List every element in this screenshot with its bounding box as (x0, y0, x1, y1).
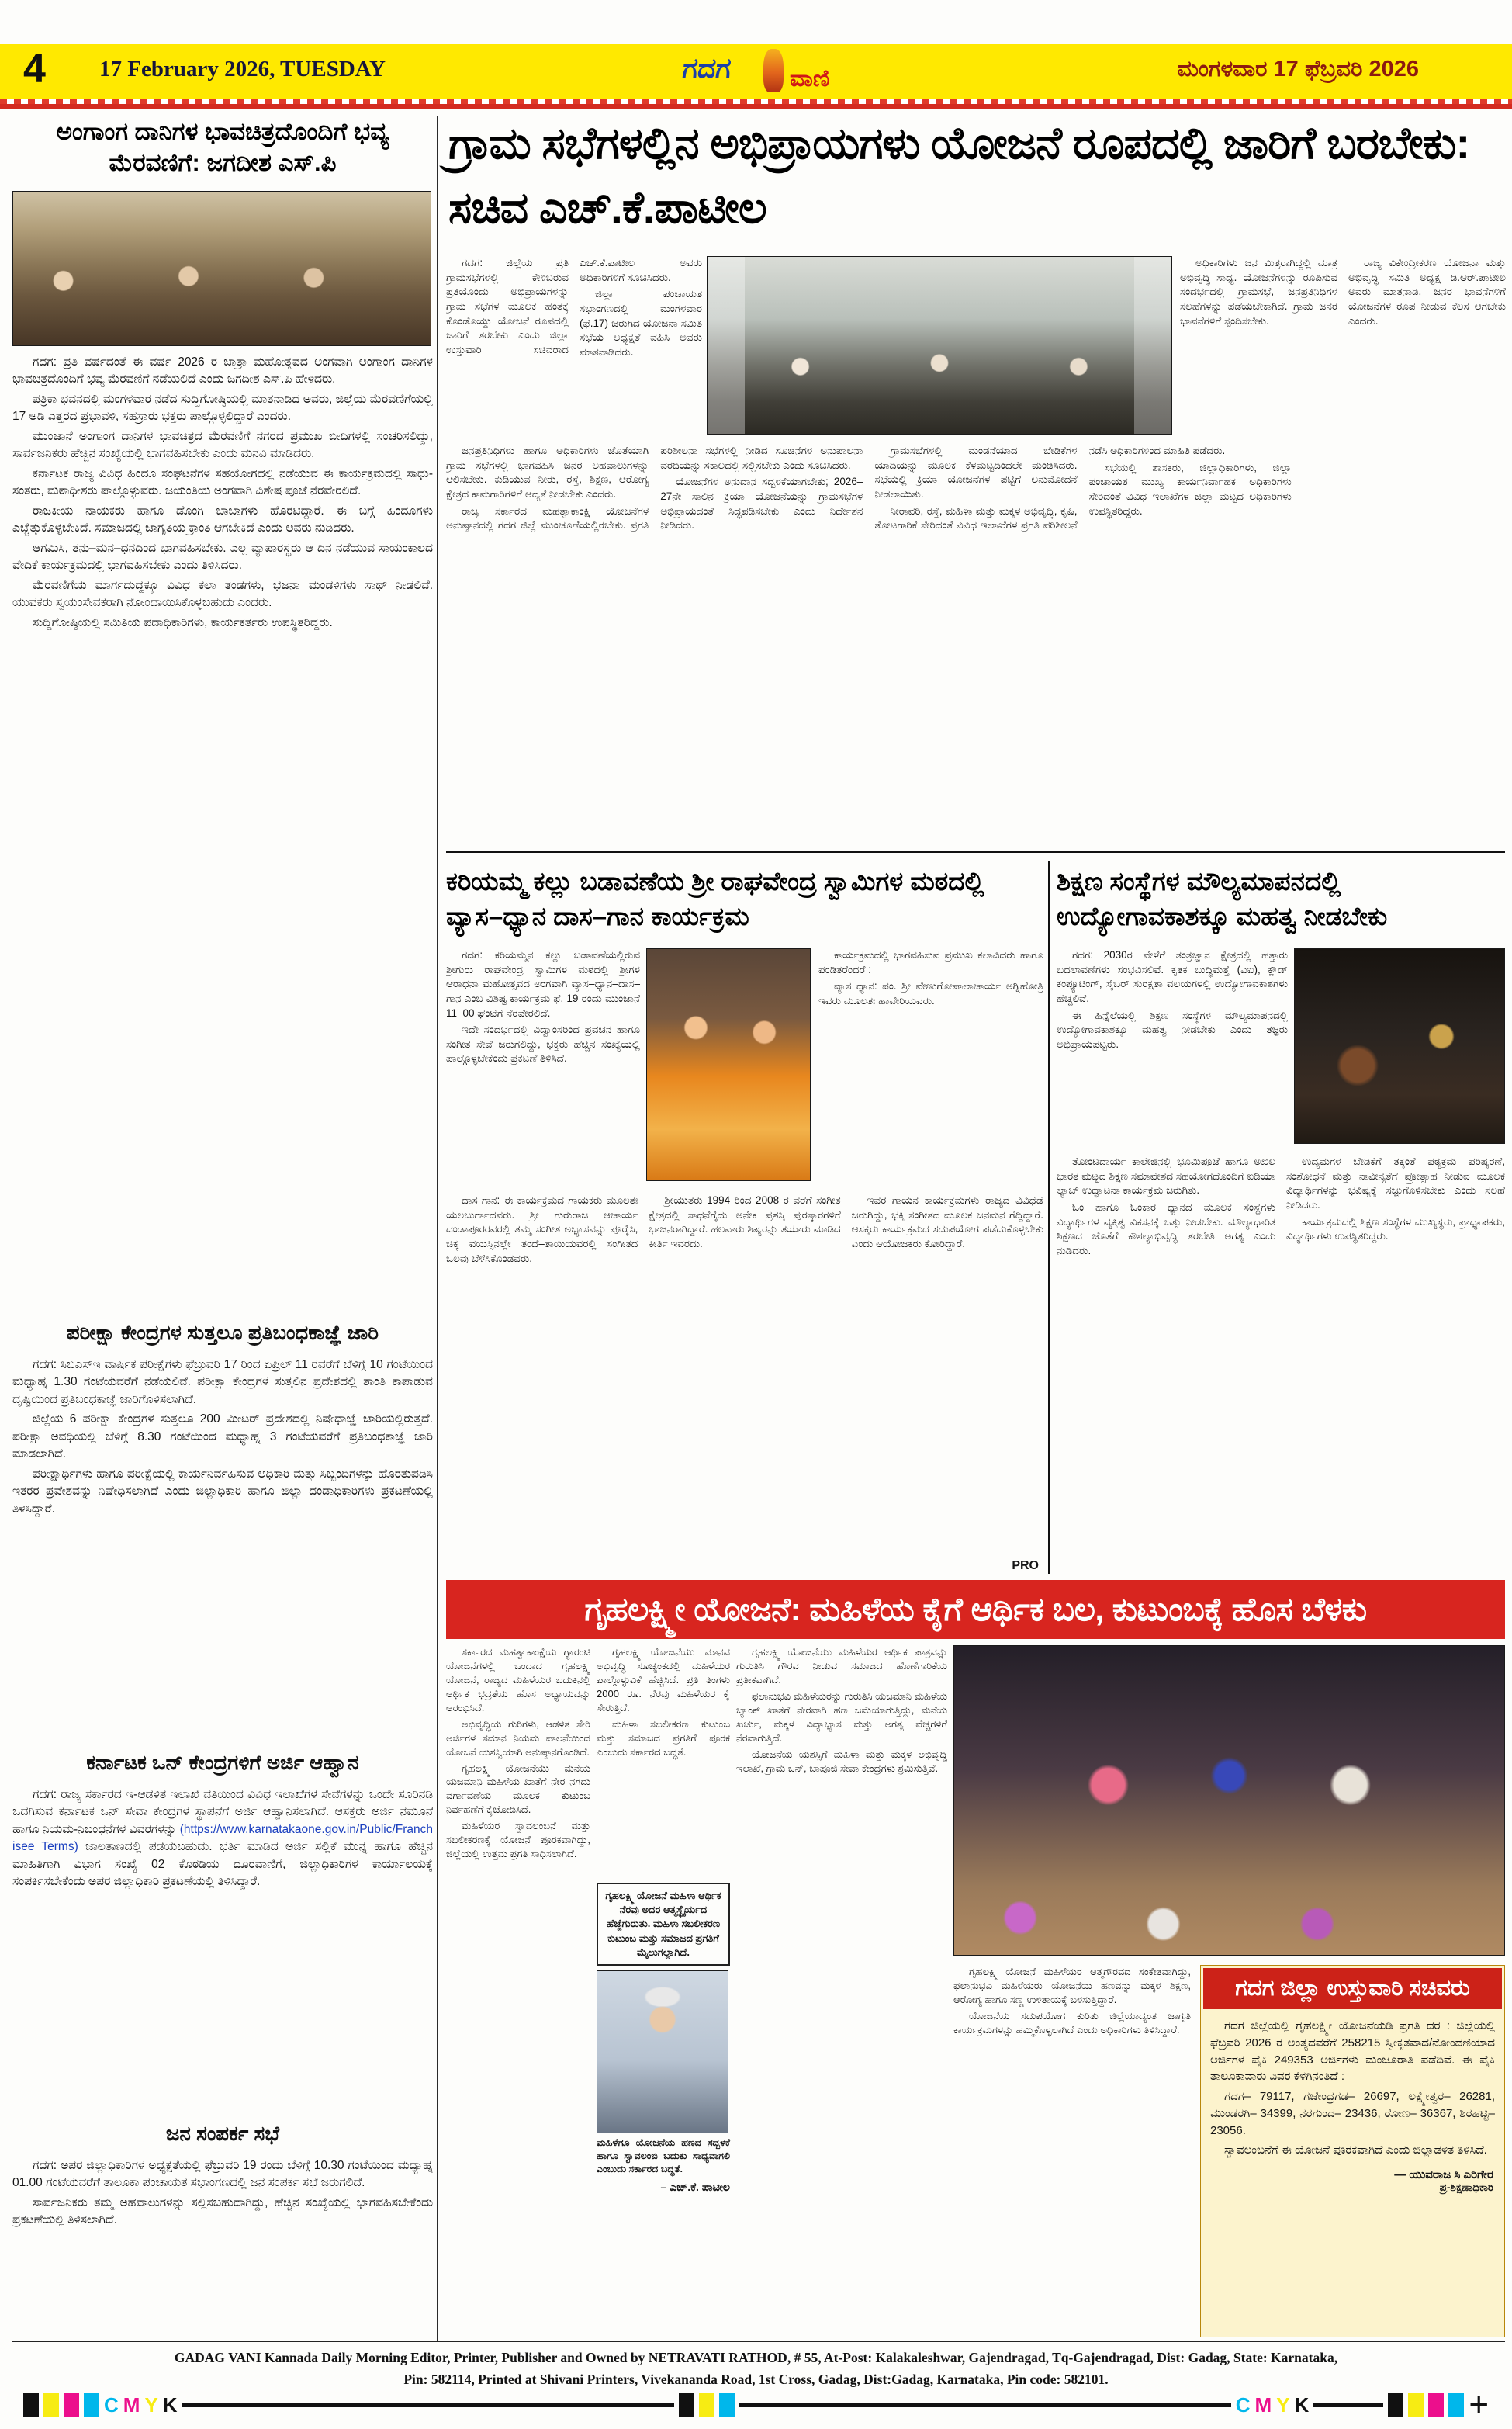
body-paragraph: ಇವರ ಗಾಯನ ಕಾರ್ಯಕ್ರಮಗಳು ರಾಜ್ಯದ ವಿವಿಧೆಡೆ ಜರುಗಿದ್ದು, ಭಕ್ತಿ ಸಂಗೀತದ ಮೂಲಕ ಜನಮನ ಗೆದ್ದಿದ್ದಾರೆ. ಆಸಕ್ತರು ಕಾರ್ಯಕ್ರಮದ ಸದುಪಯೋಗ ಪಡೆದುಕೊಳ್ಳಬೇಕು ಎಂದು ಆಯೋಜಕರು ಕೋರಿದ್ದಾರೆ. (851, 1194, 1043, 1249)
magenta-swatch-icon (64, 2393, 79, 2417)
karnataka-one-paragraph: ಗದಗ: ರಾಜ್ಯ ಸರ್ಕಾರದ ಇ-ಆಡಳಿತ ಇಲಾಖೆ ವತಿಯಿಂದ ವಿವಿಧ ಇಲಾಖೆಗಳ ಸೇವೆಗಳನ್ನು ಒಂದೇ ಸೂರಿನಡಿ ಒದಗಿಸುವ ಕರ್ನಾಟಕ ಒನ್ ಸೇವಾ ಕೇಂದ್ರಗಳ ಸ್ಥಾಪನೆಗೆ ಅರ್ಜಿ ಆಹ್ವಾನಿಸಲಾಗಿದೆ. ಆಸಕ್ತರು ಅರ್ಜಿ ನಮೂನೆ ಹಾಗೂ ನಿಯಮ-ನಿಬಂಧನೆಗಳ ವಿವರಗಳನ್ನು (https://www.karnatakaone.gov.in/Public/Franchisee Terms) ಜಾಲತಾಣದಲ್ಲಿ ಪಡೆಯಬಹುದು. ಭರ್ತಿ ಮಾಡಿದ ಅರ್ಜಿ ಸಲ್ಲಿಕೆ ಮುನ್ನ ಹಾಗೂ ಹೆಚ್ಚಿನ ಮಾಹಿತಿಗಾಗಿ ವಿಭಾಗ ಸಂಖ್ಯೆ 02 ಕೊಠಡಿಯ ದೂರವಾಣಿಗೆ, ಜಿಲ್ಲಾಧಿಕಾರಿಗಳ ಕಾರ್ಯಾಲಯಕ್ಕೆ ಸಂಪರ್ಕಿಸಬೇಕೆಂದು ಅಪರ ಜಿಲ್ಲಾಧಿಕಾರಿ ಪ್ರಕಟಣೆಯಲ್ಲಿ ತಿಳಿಸಿದ್ದಾರೆ. (12, 1788, 433, 1889)
cmyk-registration-marks (23, 2386, 1490, 2424)
body-paragraph: ಉದ್ಯಮಗಳ ಬೇಡಿಕೆಗೆ ತಕ್ಕಂತೆ ಪಠ್ಯಕ್ರಮ ಪರಿಷ್ಕರಣೆ, ಸಂಶೋಧನೆ ಮತ್ತು ನಾವೀನ್ಯತೆಗೆ ಪ್ರೋತ್ಸಾಹ ನೀಡುವ ಮೂಲಕ ವಿದ್ಯಾರ್ಥಿಗಳನ್ನು ಭವಿಷ್ಯಕ್ಕೆ ಸಜ್ಜುಗೊಳಿಸಬೇಕು ಎಂದು ಸಲಹೆ ನೀಡಿದರು. (1286, 1156, 1505, 1211)
infobox-body (1201, 2011, 1504, 2168)
body-paragraph: ದಾಸ ಗಾನ: ಈ ಕಾರ್ಯಕ್ರಮದ ಗಾಯಕರು ಮೂಲತಃ ಯಲಬುರ್ಗಾದವರು. ಶ್ರೀ ಗುರುರಾಜ ಆಚಾರ್ಯ ದಂಡಾಪೂರರವರಲ್ಲಿ ತಮ್ಮ ಸಂಗೀತ ಅಭ್ಯಾಸವನ್ನು ಪೂರೈಸಿ, ಚಿಕ್ಕ ವಯಸ್ಸಿನಲ್ಲೇ ತಂದೆ–ತಾಯಿಯವರಲ್ಲಿ ಸಂಗೀತದ ಒಲವು ಬೆಳೆಸಿಕೊಂಡವರು. (446, 1194, 638, 1264)
cmyk-letter-c: C (1235, 2393, 1251, 2417)
body-paragraph: ಓಂ ಹಾಗೂ ಓಂಕಾರ ಧ್ಯಾನದ ಮೂಲಕ ಸಂಸ್ಥೆಗಳು ವಿದ್ಯಾರ್ಥಿಗಳ ವ್ಯಕ್ತಿತ್ವ ವಿಕಸನಕ್ಕೆ ಒತ್ತು ನೀಡಬೇಕು. ಮೌಲ್ಯಾಧಾರಿತ ಶಿಕ್ಷಣದ ಜೊತೆಗೆ ಕೌಶಲ್ಯಾಭಿವೃದ್ಧಿ ತರಬೇತಿ ಅಗತ್ಯ ಎಂದು ನುಡಿದರು. (1057, 1201, 1275, 1256)
logo-text-gadag: ಗದಗ (680, 52, 733, 84)
infobox-title: ಗದಗ ಜಿಲ್ಲಾ ಉಸ್ತುವಾರಿ ಸಚಿವರು (1201, 1966, 1504, 2011)
body-paragraph: ಗದಗ: ಪ್ರತಿ ವರ್ಷದಂತೆ ಈ ವರ್ಷ 2026 ರ ಜಾತ್ರಾ ಮಹೋತ್ಸವದ ಅಂಗವಾಗಿ ಅಂಗಾಂಗ ದಾನಿಗಳ ಭಾವಚಿತ್ರದೊಂದಿಗೆ ಭವ್ಯ ಮೆರವಣಿಗೆ ನಡೆಯಲಿದೆ ಎಂದು ಜಗದೀಶ ಎಸ್.ಪಿ ಹೇಳಿದರು. (12, 355, 433, 386)
logo-lamp-emblem-icon (763, 49, 784, 92)
imprint-footer (0, 2347, 1512, 2390)
column-divider-vertical (437, 116, 438, 2342)
body-paragraph: ಕರ್ನಾಟಕ ರಾಜ್ಯ ವಿವಿಧ ಹಿಂದೂ ಸಂಘಟನೆಗಳ ಸಹಯೋಗದಲ್ಲಿ ನಡೆಯುವ ಈ ಕಾರ್ಯಕ್ರಮದಲ್ಲಿ ಸಾಧು-ಸಂತರು, ಮಠಾಧೀಶರು ಪಾಲ್ಗೊಳ್ಳುವರು. ಜಯಂತಿಯ ಅಂಗವಾಗಿ ವಿಶೇಷ ಪೂಜೆ ನೆರವೇರಲಿದೆ. (12, 466, 433, 498)
registration-crosshair-icon: + (1469, 2386, 1490, 2424)
body-paragraph: ಮಹಿಳೆಯರ ಸ್ವಾವಲಂಬನೆ ಮತ್ತು ಸಬಲೀಕರಣಕ್ಕೆ ಯೋಜನೆ ಪೂರಕವಾಗಿದ್ದು, ಜಿಲ್ಲೆಯಲ್ಲಿ ಉತ್ತಮ ಪ್ರಗತಿ ಸಾಧಿಸಲಾಗಿದೆ. (446, 1820, 590, 1860)
body-paragraph: ಗೃಹಲಕ್ಷ್ಮಿ ಯೋಜನೆಯು ಮಹಿಳೆಯರ ಆರ್ಥಿಕ ಪಾತ್ರವನ್ನು ಗುರುತಿಸಿ ಗೌರವ ನೀಡುವ ಸಮಾಜದ ಹೊಣೆಗಾರಿಕೆಯ ಪ್ರತೀಕವಾಗಿದೆ. (736, 1646, 947, 1686)
body-paragraph: ಅಭಿವೃದ್ಧಿಯ ಗುರಿಗಳು, ಆಡಳಿತ ಸೇರಿ ಅರ್ಜಿಗಳ ಸಮಾನ ನಿಯಮ ಪಾಲನೆಯಿಂದ ಯೋಜನೆ ಯಶಸ್ವಿಯಾಗಿ ಅನುಷ್ಠಾನಗೊಂಡಿದೆ. (446, 1717, 590, 1758)
masthead (0, 44, 1512, 99)
article2-headline: ಕರಿಯಮ್ಮ ಕಲ್ಲು ಬಡಾವಣೆಯ ಶ್ರೀ ರಾಘವೇಂದ್ರ ಸ್ವಾಮಿಗಳ ಮಠದಲ್ಲಿ ವ್ಯಾಸ–ಧ್ಯಾನ ದಾಸ–ಗಾನ ಕಾರ್ಯಕ್ರಮ (446, 867, 984, 930)
banner-headline: ಗೃಹಲಕ್ಷ್ಮೀ ಯೋಜನೆ: ಮಹಿಳೆಯ ಕೈಗೆ ಆರ್ಥಿಕ ಬಲ, ಕುಟುಂಬಕ್ಕೆ ಹೊಸ ಬೆಳಕು (584, 1590, 1367, 1627)
article-education-evaluation (1057, 858, 1505, 1576)
cmyk-letter-k: K (162, 2393, 178, 2417)
article3-intro (1057, 948, 1288, 1149)
college-event-stage-photo (1294, 948, 1505, 1144)
body-paragraph: ಜನಪ್ರತಿನಿಧಿಗಳು ಹಾಗೂ ಅಧಿಕಾರಿಗಳು ಜೊತೆಯಾಗಿ ಗ್ರಾಮ ಸಭೆಗಳಲ್ಲಿ ಭಾಗವಹಿಸಿ ಜನರ ಅಹವಾಲುಗಳನ್ನು ಆಲಿಸಬೇಕು. ಕುಡಿಯುವ ನೀರು, ರಸ್ತೆ, ಶಿಕ್ಷಣ, ಆರೋಗ್ಯ ಕ್ಷೇತ್ರದ ಕಾಮಗಾರಿಗಳಿಗೆ ಆದ್ಯತೆ ನೀಡಬೇಕು ಎಂದರು. (446, 445, 649, 500)
main-article (446, 256, 1507, 846)
article4-under-photo-text (953, 1965, 1191, 2337)
cyan-swatch-icon (719, 2393, 735, 2417)
quote-caption: ಮಹಿಳೆಗೂ ಯೋಜನೆಯ ಹಣದ ಸದ್ಬಳಕೆ ಹಾಗೂ ಸ್ವಾವಲಂಬಿ ಬದುಕು ಸಾಧ್ಯವಾಗಲಿ ಎಂಬುದು ಸರ್ಕಾರದ ಬದ್ಧತೆ. (597, 2136, 730, 2174)
body-paragraph: ತೋಂಟದಾರ್ಯ ಕಾಲೇಜಿನಲ್ಲಿ ಭೂಮಿಪೂಜೆ ಹಾಗೂ ಅಖಿಲ ಭಾರತ ಮಟ್ಟದ ಶಿಕ್ಷಣ ಸಮಾವೇಶದ ಸಹಯೋಗದೊಂದಿಗೆ ಐಡಿಯಾ ಲ್ಯಾಬ್ ಉದ್ಘಾಟನಾ ಕಾರ್ಯಕ್ರಮ ಜರುಗಿತು. (1057, 1156, 1275, 1197)
body-paragraph: ಕಾರ್ಯಕ್ರಮದಲ್ಲಿ ಭಾಗವಹಿಸುವ ಪ್ರಮುಖ ಕಲಾವಿದರು ಹಾಗೂ ಪಂಡಿತರೆಂದರೆ : (818, 949, 1043, 975)
body-paragraph: ಯೋಜನೆಗಳ ಅನುದಾನ ಸದ್ಬಳಕೆಯಾಗಬೇಕು; 2026–27ನೇ ಸಾಲಿನ ಕ್ರಿಯಾ ಯೋಜನೆಯನ್ನು ಗ್ರಾಮಸಭೆಗಳ ಅಭಿಪ್ರಾಯದಂತೆ ಸಿದ್ಧಪಡಿಸಬೇಕು ಎಂದು ನಿರ್ದೇಶನ ನೀಡಿದರು. (660, 476, 863, 532)
body-paragraph: ಸುದ್ದಿಗೋಷ್ಠಿಯಲ್ಲಿ ಸಮಿತಿಯ ಪದಾಧಿಕಾರಿಗಳು, ಕಾರ್ಯಕರ್ತರು ಉಪಸ್ಥಿತರಿದ್ದರು. (33, 615, 333, 629)
body-paragraph: ಗೃಹಲಕ್ಷ್ಮಿ ಯೋಜನೆಯು ಮಾನವ ಅಭಿವೃದ್ಧಿ ಸೂಚ್ಯಂಕದಲ್ಲಿ ಮಹಿಳೆಯರ ಪಾಲ್ಗೊಳ್ಳುವಿಕೆ ಹೆಚ್ಚಿಸಿದೆ. ಪ್ರತಿ ತಿಂಗಳು 2000 ರೂ. ನೆರವು ಮಹಿಳೆಯರ ಕೈ ಸೇರುತ್ತಿದೆ. (597, 1646, 730, 1713)
body-paragraph: ಮೆರವಣಿಗೆಯ ಮಾರ್ಗದುದ್ದಕ್ಕೂ ವಿವಿಧ ಕಲಾ ತಂಡಗಳು, ಭಜನಾ ಮಂಡಳಿಗಳು ಸಾಥ್ ನೀಡಲಿವೆ. ಯುವಕರು ಸ್ವಯಂಸೇವಕರಾಗಿ ನೋಂದಾಯಿಸಿಕೊಳ್ಳಬಹುದು ಎಂದರು. (12, 578, 433, 610)
article4-col2-text (597, 1645, 730, 1878)
body-paragraph: ಇದೇ ಸಂದರ್ಭದಲ್ಲಿ ವಿದ್ವಾಂಸರಿಂದ ಪ್ರವಚನ ಹಾಗೂ ಸಂಗೀತ ಸೇವೆ ಜರುಗಲಿದ್ದು, ಭಕ್ತರು ಹೆಚ್ಚಿನ ಸಂಖ್ಯೆಯಲ್ಲಿ ಪಾಲ್ಗೊಳ್ಳಬೇಕೆಂದು ಪ್ರಕಟಣೆ ತಿಳಿಸಿದೆ. (446, 1024, 640, 1065)
infobox-designation: ಪ್ರ-ಶಿಕ್ಷಣಾಧಿಕಾರಿ (1439, 2181, 1493, 2193)
main-article-side (1180, 256, 1506, 438)
gruhalakshmi-banner (446, 1580, 1505, 1639)
article-raghavendra-mutt (446, 858, 1043, 1576)
body-paragraph: ಮಹಿಳಾ ಸಬಲೀಕರಣ ಕುಟುಂಬ ಮತ್ತು ಸಮಾಜದ ಪ್ರಗತಿಗೆ ಪೂರಕ ಎಂಬುದು ಸರ್ಕಾರದ ಬದ್ಧತೆ. (597, 1717, 730, 1758)
gruhalakshmi-event-women-group-photo (953, 1645, 1505, 1956)
registration-line (739, 2403, 1231, 2407)
body-paragraph: ಜಿಲ್ಲೆಯ 6 ಪರೀಕ್ಷಾ ಕೇಂದ್ರಗಳ ಸುತ್ತಲೂ 200 ಮೀಟರ್ ಪ್ರದೇಶದಲ್ಲಿ ನಿಷೇಧಾಜ್ಞೆ ಜಾರಿಯಲ್ಲಿರುತ್ತದೆ. ಪರೀಕ್ಷಾ ಅವಧಿಯಲ್ಲಿ ಬೆಳಿಗ್ಗೆ 8.30 ಗಂಟೆಯಿಂದ ಮಧ್ಯಾಹ್ನ 3 ಗಂಟೆಯವರೆಗೆ ಪ್ರತಿಬಂಧಕಾಜ್ಞೆ ಜಾರಿ ಮಾಡಲಾಗಿದೆ. (12, 1412, 433, 1461)
body-paragraph: ಗೃಹಲಕ್ಷ್ಮಿ ಯೋಜನೆ ಮಹಿಳೆಯರ ಆತ್ಮಗೌರವದ ಸಂಕೇತವಾಗಿದ್ದು, ಫಲಾನುಭವಿ ಮಹಿಳೆಯರು ಯೋಜನೆಯ ಹಣವನ್ನು ಮಕ್ಕಳ ಶಿಕ್ಷಣ, ಆರೋಗ್ಯ ಹಾಗೂ ಸಣ್ಣ ಉಳಿತಾಯಕ್ಕೆ ಬಳಸುತ್ತಿದ್ದಾರೆ. (953, 1966, 1191, 2005)
article4-col3 (736, 1645, 947, 2337)
yellow-swatch-icon (43, 2393, 59, 2417)
karnataka-one-body (12, 1786, 433, 2115)
newspaper-logo (680, 46, 884, 97)
main-article-intro (446, 256, 702, 438)
imprint-line2: Pin: 582114, Printed at Shivani Printers, Vivekananda Road, 1st Cross, Gadag, Dist:Gadag, Karnataka, Pin code: 582101. (403, 2372, 1109, 2387)
article2-byline: PRO (1012, 1559, 1039, 1572)
black-swatch-icon (23, 2393, 39, 2417)
body-paragraph: ಗೃಹಲಕ್ಷ್ಮಿ ಯೋಜನೆಯು ಮನೆಯ ಯಜಮಾನಿ ಮಹಿಳೆಯ ಖಾತೆಗೆ ನೇರ ನಗದು ವರ್ಗಾವಣೆಯ ಮೂಲಕ ಕುಟುಂಬ ನಿರ್ವಹಣೆಗೆ ಕೈಜೋಡಿಸಿದೆ. (446, 1762, 590, 1816)
body-paragraph: ಅಧಿಕಾರಿಗಳು ಜನ ಮಿತ್ರರಾಗಿದ್ದಲ್ಲಿ ಮಾತ್ರ ಅಭಿವೃದ್ಧಿ ಸಾಧ್ಯ. ಯೋಜನೆಗಳನ್ನು ರೂಪಿಸುವ ಸಂದರ್ಭದಲ್ಲಿ ಗ್ರಾಮಸಭೆ, ಜನಪ್ರತಿನಿಧಿಗಳ ಸಲಹೆಗಳನ್ನು ಪಡೆಯಬೇಕಾಗಿದೆ. ಗ್ರಾಮ ಜನರ ಭಾವನೆಗಳಿಗೆ ಸ್ಪಂದಿಸಬೇಕು. (1180, 257, 1337, 327)
body-paragraph: ಈ ಹಿನ್ನೆಲೆಯಲ್ಲಿ ಶಿಕ್ಷಣ ಸಂಸ್ಥೆಗಳ ಮೌಲ್ಯಮಾಪನದಲ್ಲಿ ಉದ್ಯೋಗಾವಕಾಶಕ್ಕೂ ಮಹತ್ವ ನೀಡಬೇಕು ಎಂದು ತಜ್ಞರು ಅಭಿಪ್ರಾಯಪಟ್ಟರು. (1057, 1009, 1288, 1050)
body-paragraph: ಪತ್ರಿಕಾ ಭವನದಲ್ಲಿ ಮಂಗಳವಾರ ನಡೆದ ಸುದ್ದಿಗೋಷ್ಠಿಯಲ್ಲಿ ಮಾತನಾಡಿದ ಅವರು, ಜಿಲ್ಲೆಯ ಮೆರವಣಿಗೆಯಲ್ಲಿ 17 ಅಡಿ ಎತ್ತರದ ಪ್ರಭಾವಳಿ, ಸಹಸ್ರಾರು ಭಕ್ತರು ಪಾಲ್ಗೊಳ್ಳಲಿದ್ದಾರೆ ಎಂದರು. (12, 392, 433, 424)
imprint-line1: GADAG VANI Kannada Daily Morning Editor, Printer, Publisher and Owned by NETRAVATI RATHOD, # 55, At-Post: Kalakaleshwar, Gajendragad, Tq-Gajendragad, Dist: Gadag, State: Karnataka, (174, 2350, 1338, 2365)
body-paragraph: ಜಿಲ್ಲಾ ಪಂಚಾಯತ ಸಭಾಂಗಣದಲ್ಲಿ ಮಂಗಳವಾರ (ಫೆ.17) ಜರುಗಿದ ಯೋಜನಾ ಸಮಿತಿ ಸಭೆಯ ಅಧ್ಯಕ್ಷತೆ ವಹಿಸಿ ಅವರು ಮಾತನಾಡಿದರು. (580, 288, 702, 358)
body-paragraph: ಯೋಜನೆಯ ಯಶಸ್ಸಿಗೆ ಮಹಿಳಾ ಮತ್ತು ಮಕ್ಕಳ ಅಭಿವೃದ್ಧಿ ಇಲಾಖೆ, ಗ್ರಾಮ ಒನ್, ಬಾಪೂಜಿ ಸೇವಾ ಕೇಂದ್ರಗಳು ಶ್ರಮಿಸುತ್ತಿವೆ. (736, 1748, 947, 1774)
body-paragraph: ಸಭೆಯಲ್ಲಿ ಶಾಸಕರು, ಜಿಲ್ಲಾಧಿಕಾರಿಗಳು, ಜಿಲ್ಲಾ ಪಂಚಾಯತ ಮುಖ್ಯ ಕಾರ್ಯನಿರ್ವಾಹಕ ಅಧಿಕಾರಿಗಳು ಸೇರಿದಂತೆ ವಿವಿಧ ಇಲಾಖೆಗಳ ಜಿಲ್ಲಾ ಮಟ್ಟದ ಅಧಿಕಾರಿಗಳು ಉಪಸ್ಥಿತರಿದ್ದರು. (1088, 461, 1292, 517)
article2-continuation (446, 1194, 1043, 1549)
masthead-red-rule (0, 104, 1512, 109)
article3-headline: ಶಿಕ್ಷಣ ಸಂಸ್ಥೆಗಳ ಮೌಲ್ಯಮಾಪನದಲ್ಲಿ ಉದ್ಯೋಗಾವಕಾಶಕ್ಕೂ ಮಹತ್ವ ನೀಡಬೇಕು (1057, 867, 1388, 930)
press-meet-group-photo (12, 191, 431, 346)
body-paragraph: ಗದಗ: 2030ರ ವೇಳೆಗೆ ತಂತ್ರಜ್ಞಾನ ಕ್ಷೇತ್ರದಲ್ಲಿ ಹತ್ತಾರು ಬದಲಾವಣೆಗಳು ಸಂಭವಿಸಲಿವೆ. ಕೃತಕ ಬುದ್ಧಿಮತ್ತೆ (ಎಐ), ಕ್ಲೌಡ್ ಕಂಪ್ಯೂಟಿಂಗ್, ಸೈಬರ್ ಸುರಕ್ಷತಾ ವಲಯಗಳಲ್ಲಿ ಉದ್ಯೋಗಾವಕಾಶಗಳು ಹೆಚ್ಚಲಿವೆ. (1057, 949, 1288, 1004)
article2-intro (446, 948, 640, 1186)
hk-patil-portrait-photo (597, 1970, 728, 2133)
body-paragraph: ಕಾರ್ಯಕ್ರಮದಲ್ಲಿ ಶಿಕ್ಷಣ ಸಂಸ್ಥೆಗಳ ಮುಖ್ಯಸ್ಥರು, ಪ್ರಾಧ್ಯಾಪಕರು, ವಿದ್ಯಾರ್ಥಿಗಳು ಉಪಸ್ಥಿತರಿದ್ದರು. (1286, 1215, 1505, 1242)
subhead-exam-prohibition: ಪರೀಕ್ಷಾ ಕೇಂದ್ರಗಳ ಸುತ್ತಲೂ ಪ್ರತಿಬಂಧಕಾಜ್ಞೆ ಜಾರಿ (67, 1321, 379, 1344)
registration-line (182, 2403, 674, 2407)
article-divider-vertical (1048, 861, 1050, 1574)
black-swatch-icon (1388, 2393, 1403, 2417)
body-paragraph: ಪರೀಕ್ಷಾರ್ಥಿಗಳು ಹಾಗೂ ಪರೀಕ್ಷೆಯಲ್ಲಿ ಕಾರ್ಯನಿರ್ವಹಿಸುವ ಅಧಿಕಾರಿ ಮತ್ತು ಸಿಬ್ಬಂದಿಗಳನ್ನು ಹೊರತುಪಡಿಸಿ ಇತರರ ಪ್ರವೇಶವನ್ನು ನಿಷೇಧಿಸಲಾಗಿದೆ ಎಂದು ಜಿಲ್ಲಾಧಿಕಾರಿ ಹಾಗೂ ಜಿಲ್ಲಾ ದಂಡಾಧಿಕಾರಿಗಳು ಪ್ರಕಟಣೆಯಲ್ಲಿ ತಿಳಿಸಿದ್ದಾರೆ. (12, 1467, 433, 1516)
body-paragraph: ಸ್ವಾವಲಂಬನೆಗೆ ಈ ಯೋಜನೆ ಪೂರಕವಾಗಿದೆ ಎಂದು ಜಿಲ್ಲಾಡಳಿತ ತಿಳಿಸಿದೆ. (1224, 2143, 1487, 2157)
body-paragraph: ಗದಗ ಜಿಲ್ಲೆಯಲ್ಲಿ ಗೃಹಲಕ್ಷ್ಮೀ ಯೋಜನೆಯಡಿ ಪ್ರಗತಿ ದರ : ಜಿಲ್ಲೆಯಲ್ಲಿ ಫೆಬ್ರವರಿ 2026 ರ ಅಂತ್ಯದವರೆಗೆ 258215 ಸ್ವೀಕೃತವಾದ/ನೋಂದಣಿಯಾದ ಅರ್ಜಿಗಳ ಪೈಕಿ 249353 ಅರ್ಜಿಗಳು ಮಂಜೂರಾತಿ ಪಡೆದಿವೆ. ಈ ಪೈಕಿ ತಾಲೂಕಾವಾರು ವಿವರ ಕೆಳಗಿನಂತಿದೆ : (1210, 2019, 1495, 2084)
footer-divider (12, 2341, 1505, 2342)
subhead-jana-samparka: ಜನ ಸಂಪರ್ಕ ಸಭೆ (165, 2122, 280, 2145)
body-paragraph: ಸರ್ಕಾರದ ಮಹತ್ವಾಕಾಂಕ್ಷೆಯ ಗ್ಯಾರಂಟಿ ಯೋಜನೆಗಳಲ್ಲಿ ಒಂದಾದ ಗೃಹಲಕ್ಷ್ಮಿ ಯೋಜನೆ, ರಾಜ್ಯದ ಮಹಿಳೆಯರ ಬದುಕಿನಲ್ಲಿ ಆರ್ಥಿಕ ಭದ್ರತೆಯ ಹೊಸ ಅಧ್ಯಾಯವನ್ನು ಆರಂಭಿಸಿದೆ. (446, 1646, 590, 1713)
logo-text-vani: ವಾಣಿ (790, 66, 830, 92)
two-priests-portrait-photo (646, 948, 811, 1181)
district-minister-infobox (1200, 1965, 1505, 2337)
page-number: 4 (23, 47, 46, 92)
black-swatch-icon (679, 2393, 694, 2417)
body-paragraph: ಆಗಮಿಸಿ, ತನು–ಮನ–ಧನದಿಂದ ಭಾಗವಹಿಸಬೇಕು. ಎಲ್ಲ ವ್ಯಾಪಾರಸ್ಥರು ಆ ದಿನ ನಡೆಯುವ ಸಾಯಂಕಾಲದ ವೇದಿಕೆ ಕಾರ್ಯಕ್ರಮದಲ್ಲಿ ಭಾಗವಹಿಸಬೇಕು ಎಂದು ತಿಳಿಸಿದರು. (12, 541, 433, 573)
body-paragraph: ವ್ಯಾಸ ಧ್ಯಾನ: ಪಂ. ಶ್ರೀ ವೇಣುಗೋಪಾಲಾಚಾರ್ಯ ಅಗ್ನಿಹೋತ್ರಿ ಇವರು ಮೂಲತಃ ಹಾವೇರಿಯವರು. (818, 980, 1043, 1007)
left-column (12, 116, 433, 2337)
main-headline: ಗ್ರಾಮ ಸಭೆಗಳಲ್ಲಿನ ಅಭಿಪ್ರಾಯಗಳು ಯೋಜನೆ ರೂಪದಲ್ಲಿ ಜಾರಿಗೆ ಬರಬೇಕು: ಸಚಿವ ಎಚ್.ಕೆ.ಪಾಟೀಲ (448, 119, 1470, 233)
article3-continuation (1057, 1155, 1505, 1574)
minister-signature: – ಎಚ್.ಕೆ. ಪಾಟೀಲ (660, 2180, 730, 2193)
cmyk-letter-y: Y (144, 2393, 158, 2417)
minister-quote-box: ಗೃಹಲಕ್ಷ್ಮಿ ಯೋಜನೆ ಮಹಿಳಾ ಆರ್ಥಿಕ ನೆರವು ಅದರ ಆತ್ಮಸ್ಥೈರ್ಯದ ಹೆಜ್ಜೆಗುರುತು. ಮಹಿಳಾ ಸಬಲೀಕರಣ ಕುಟುಂಬ ಮತ್ತು ಸಮಾಜದ ಪ್ರಗತಿಗೆ ಮೈಲುಗಲ್ಲಾಗಿದೆ. (597, 1883, 730, 1966)
body-paragraph: ಗದಗ– 79117, ಗಜೇಂದ್ರಗಡ– 26697, ಲಕ್ಷ್ಮೇಶ್ವರ– 26281, ಮುಂಡರಗಿ– 34399, ನರಗುಂದ– 23436, ರೋಣ– 36367, ಶಿರಹಟ್ಟಿ– 23056. (1210, 2090, 1495, 2137)
body-paragraph: ಯೋಜನೆಯ ಸದುಪಯೋಗ ಕುರಿತು ಜಿಲ್ಲೆಯಾದ್ಯಂತ ಜಾಗೃತಿ ಕಾರ್ಯಕ್ರಮಗಳನ್ನು ಹಮ್ಮಿಕೊಳ್ಳಲಾಗಿದೆ ಎಂದು ಅಧಿಕಾರಿಗಳು ತಿಳಿಸಿದ್ದಾರೆ. (953, 2009, 1191, 2036)
exam-prohibition-body (12, 1357, 433, 1745)
left-article-headline: ಅಂಗಾಂಗ ದಾನಿಗಳ ಭಾವಚಿತ್ರದೊಂದಿಗೆ ಭವ್ಯ ಮೆರವಣಿಗೆ: ಜಗದೀಶ ಎಸ್.ಪಿ (56, 118, 389, 177)
magenta-swatch-icon (1428, 2393, 1444, 2417)
body-paragraph: ಗದಗ: ಅಪರ ಜಿಲ್ಲಾಧಿಕಾರಿಗಳ ಅಧ್ಯಕ್ಷತೆಯಲ್ಲಿ ಫೆಬ್ರುವರಿ 19 ರಂದು ಬೆಳಿಗ್ಗೆ 10.30 ಗಂಟೆಯಿಂದ ಮಧ್ಯಾಹ್ನ 01.00 ಗಂಟೆಯವರೆಗೆ ತಾಲೂಕಾ ಪಂಚಾಯತ ಸಭಾಂಗಣದಲ್ಲಿ ಜನ ಸಂಪರ್ಕ ಸಭೆ ಜರುಗಲಿದೆ. (12, 2159, 433, 2190)
body-paragraph: ಸಾರ್ವಜನಿಕರು ತಮ್ಮ ಅಹವಾಲುಗಳನ್ನು ಸಲ್ಲಿಸಬಹುದಾಗಿದ್ದು, ಹೆಚ್ಚಿನ ಸಂಖ್ಯೆಯಲ್ಲಿ ಭಾಗವಹಿಸಬೇಕೆಂದು ಪ್ರಕಟಣೆಯಲ್ಲಿ ತಿಳಿಸಲಾಗಿದೆ. (12, 2195, 433, 2227)
body-paragraph: ರಾಜಕೀಯ ನಾಯಕರು ಹಾಗೂ ಡೊಂಗಿ ಬಾಬಾಗಳು ಹೊರಟಿದ್ದಾರೆ. ಈ ಬಗ್ಗೆ ಹಿಂದೂಗಳು ಎಚ್ಚೆತ್ತುಕೊಳ್ಳಬೇಕಿದೆ. ಸಮಾಜದಲ್ಲಿ ಜಾಗೃತಿಯ ಕ್ರಾಂತಿ ಆಗಬೇಕಿದೆ ಎಂದು ಅವರು ನುಡಿದರು. (12, 504, 433, 535)
body-paragraph: ಶ್ರೀಯುತರು 1994 ರಿಂದ 2008 ರ ವರೆಗೆ ಸಂಗೀತ ಕ್ಷೇತ್ರದಲ್ಲಿ ಸಾಧನೆಗೈದು ಅನೇಕ ಪ್ರಶಸ್ತಿ ಪುರಸ್ಕಾರಗಳಿಗೆ ಭಾಜನರಾಗಿದ್ದಾರೆ. ಹಲವಾರು ಶಿಷ್ಯರನ್ನು ತಯಾರು ಮಾಡಿದ ಕೀರ್ತಿ ಇವರದು. (649, 1194, 841, 1249)
subhead-karnataka-one: ಕರ್ನಾಟಕ ಒನ್ ಕೇಂದ್ರಗಳಿಗೆ ಅರ್ಜಿ ಆಹ್ವಾನ (86, 1751, 359, 1774)
body-paragraph: ನೀರಾವರಿ, ರಸ್ತೆ, ಮಹಿಳಾ ಮತ್ತು ಮಕ್ಕಳ ಅಭಿವೃದ್ಧಿ, ಕೃಷಿ, ತೋಟಗಾರಿಕೆ ಸೇರಿದಂತೆ ವಿವಿಧ ಇಲಾಖೆಗಳ ಪ್ರಗತಿ ಪರಿಶೀಲನೆ ನಡೆಸಿ ಅಧಿಕಾರಿಗಳಿಂದ ಮಾಹಿತಿ ಪಡೆದರು. (874, 445, 1226, 532)
cmyk-letter-y: Y (1276, 2393, 1290, 2417)
cmyk-letter-m: M (123, 2393, 140, 2417)
cyan-swatch-icon (84, 2393, 99, 2417)
article4-col2 (597, 1645, 730, 2337)
masthead-zigzag-border (0, 99, 1512, 104)
article2-side (818, 948, 1043, 1186)
date-english: 17 February 2026, TUESDAY (99, 57, 386, 81)
cyan-swatch-icon (1448, 2393, 1464, 2417)
article-divider-horizontal (446, 851, 1505, 853)
body-paragraph: ಗದಗ: ಸಿಬಿಎಸ್ಇ ವಾರ್ಷಿಕ ಪರೀಕ್ಷೆಗಳು ಫೆಬ್ರುವರಿ 17 ರಿಂದ ಏಪ್ರಿಲ್ 11 ರವರೆಗೆ ಬೆಳಿಗ್ಗೆ 10 ಗಂಟೆಯಿಂದ ಮಧ್ಯಾಹ್ನ 1.30 ಗಂಟೆಯವರೆಗೆ ನಡೆಯಲಿವೆ. ಪರೀಕ್ಷಾ ಕೇಂದ್ರಗಳ ಸುತ್ತಲಿನ ಪ್ರದೇಶದಲ್ಲಿ ಶಾಂತಿ ಕಾಪಾಡುವ ದೃಷ್ಟಿಯಿಂದ ಪ್ರತಿಬಂಧಕಾಜ್ಞೆ ಜಾರಿಗೊಳಿಸಲಾಗಿದೆ. (12, 1358, 433, 1406)
main-article-continuation (446, 444, 1506, 844)
planning-committee-meeting-photo (707, 256, 1172, 435)
body-paragraph: ಗದಗ: ಕರಿಯಮ್ಮನ ಕಲ್ಲು ಬಡಾವಣೆಯಲ್ಲಿರುವ ಶ್ರೀಗುರು ರಾಘವೇಂದ್ರ ಸ್ವಾಮಿಗಳ ಮಠದಲ್ಲಿ ಶ್ರೀಗಳ ಆರಾಧನಾ ಮಹೋತ್ಸವದ ಅಂಗವಾಗಿ ವ್ಯಾಸ–ಧ್ಯಾನ–ದಾಸ–ಗಾನ ಎಂಬ ವಿಶಿಷ್ಟ ಕಾರ್ಯಕ್ರಮ ಫೆ. 19 ರಂದು ಮುಂಜಾನೆ 11–00 ಘಂಟೆಗೆ ನೆರವೇರಲಿದೆ. (446, 949, 640, 1019)
cmyk-letter-m: M (1254, 2393, 1272, 2417)
registration-line (1313, 2403, 1383, 2407)
karnataka-one-url-link[interactable]: (https://www.karnatakaone.gov.in/Public/Franchisee Terms) (12, 1822, 433, 1854)
date-kannada: ಮಂಗಳವಾರ 17 ಫೆಬ್ರವರಿ 2026 (1177, 57, 1419, 81)
cmyk-letter-c: C (104, 2393, 119, 2417)
article4-col1 (446, 1645, 590, 2337)
jana-samparka-body (12, 2157, 433, 2337)
yellow-swatch-icon (699, 2393, 714, 2417)
body-paragraph: ಫಲಾನುಭವಿ ಮಹಿಳೆಯರನ್ನು ಗುರುತಿಸಿ ಯಜಮಾನಿ ಮಹಿಳೆಯ ಬ್ಯಾಂಕ್ ಖಾತೆಗೆ ನೇರವಾಗಿ ಹಣ ಜಮೆಯಾಗುತ್ತಿದ್ದು, ಮನೆಯ ಖರ್ಚು, ಮಕ್ಕಳ ವಿದ್ಯಾಭ್ಯಾಸ ಮತ್ತು ಅಗತ್ಯ ವೆಚ್ಚಗಳಿಗೆ ನೆರವಾಗುತ್ತಿದೆ. (736, 1689, 947, 1744)
yellow-swatch-icon (1408, 2393, 1424, 2417)
body-paragraph: ಮುಂಜಾನೆ ಅಂಗಾಂಗ ದಾನಿಗಳ ಭಾವಚಿತ್ರದ ಮೆರವಣಿಗೆ ನಗರದ ಪ್ರಮುಖ ಬೀದಿಗಳಲ್ಲಿ ಸಂಚರಿಸಲಿದ್ದು, ಸಾರ್ವಜನಿಕರು ಹೆಚ್ಚಿನ ಸಂಖ್ಯೆಯಲ್ಲಿ ಭಾಗವಹಿಸಬೇಕು ಎಂದು ಮನವಿ ಮಾಡಿದರು. (12, 429, 433, 461)
body-paragraph: ರಾಜ್ಯ ವಿಕೇಂದ್ರೀಕರಣ ಯೋಜನಾ ಮತ್ತು ಅಭಿವೃದ್ಧಿ ಸಮಿತಿ ಅಧ್ಯಕ್ಷ ಡಿ.ಆರ್.ಪಾಟೀಲ ಅವರು ಮಾತನಾಡಿ, ಜನರ ಭಾವನೆಗಳಿಗೆ ಯೋಜನೆಗಳ ರೂಪ ನೀಡುವ ಕೆಲಸ ಆಗಬೇಕು ಎಂದರು. (1348, 257, 1506, 327)
article-gruhalakshmi (446, 1645, 1505, 2337)
cmyk-letter-k: K (1294, 2393, 1310, 2417)
infobox-signature: — ಯುವರಾಜ ಸಿ ಎರಿಗೇರ (1394, 2168, 1493, 2181)
body-paragraph: ರಾಜ್ಯ ಸರ್ಕಾರದ ಮಹತ್ವಾಕಾಂಕ್ಷಿ ಯೋಜನೆಗಳ ಅನುಷ್ಠಾನದಲ್ಲಿ ಗದಗ ಜಿಲ್ಲೆ ಮುಂಚೂಣಿಯಲ್ಲಿರಬೇಕು. ಪ್ರಗತಿ ಪರಿಶೀಲನಾ ಸಭೆಗಳಲ್ಲಿ ನೀಡಿದ ಸೂಚನೆಗಳ ಅನುಪಾಲನಾ ವರದಿಯನ್ನು ಸಕಾಲದಲ್ಲಿ ಸಲ್ಲಿಸಬೇಕು ಎಂದು ಸೂಚಿಸಿದರು. (446, 445, 863, 532)
left-article-body (12, 354, 433, 1315)
body-paragraph: ಗ್ರಾಮಸಭೆಗಳಲ್ಲಿ ಮಂಡನೆಯಾದ ಬೇಡಿಕೆಗಳ ಯಾದಿಯನ್ನು ಮೂಲಕ ಕೆಳಮಟ್ಟದಿಂದಲೇ ಮಂಡಿಸಿದರು. ಸಭೆಯಲ್ಲಿ ಕ್ರಿಯಾ ಯೋಜನೆಗಳ ಪಟ್ಟಿಗೆ ಅನುಮೋದನೆ ನೀಡಲಾಯಿತು. (874, 445, 1078, 500)
body-paragraph: ಗದಗ: ಜಿಲ್ಲೆಯ ಪ್ರತಿ ಗ್ರಾಮಸಭೆಗಳಲ್ಲಿ ಕೇಳಿಬರುವ ಪ್ರತಿಯೊಂದು ಅಭಿಪ್ರಾಯಗಳನ್ನು ಗ್ರಾಮ ಸಭೆಗಳ ಮೂಲಕ ಹಂತಕ್ಕೆ ಕೊಂಡೊಯ್ದು ಯೋಜನೆ ರೂಪದಲ್ಲಿ ಜಾರಿಗೆ ತರಬೇಕು ಎಂದು ಜಿಲ್ಲಾ ಉಸ್ತುವಾರಿ ಸಚಿವರಾದ ಎಚ್.ಕೆ.ಪಾಟೀಲ ಅವರು ಅಧಿಕಾರಿಗಳಿಗೆ ಸೂಚಿಸಿದರು. (446, 257, 702, 355)
